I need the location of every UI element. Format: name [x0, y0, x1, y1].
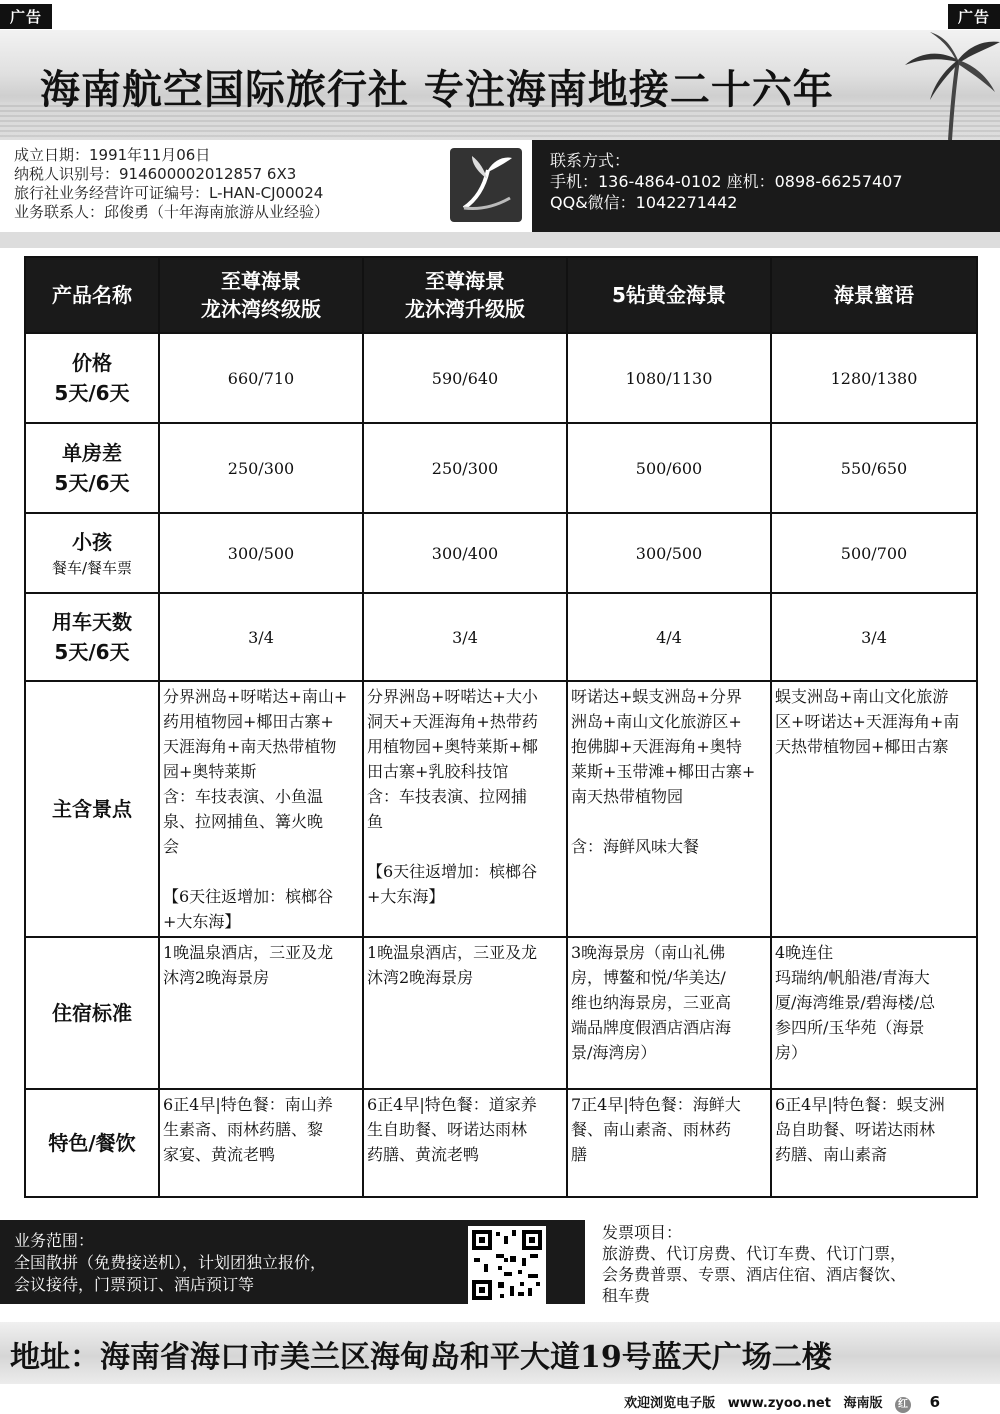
table-row-sights [25, 681, 977, 937]
header-product-2 [363, 257, 567, 333]
qq-wechat[interactable]: QQ&微信：1042271442 [550, 193, 738, 212]
company-info [14, 146, 444, 222]
sights-line: 【6天往返增加：槟榔谷 [163, 887, 334, 906]
meals-cell [363, 1089, 567, 1197]
sights-line: 含：海鲜风味大餐 [571, 837, 700, 856]
meals-line: 生自助餐、呀诺达雨林 [367, 1120, 528, 1139]
child-sublabel: 餐车/餐车票 [51, 559, 133, 577]
row-label-meals: 特色/餐饮 [25, 1089, 159, 1197]
address-text: 地址：海南省海口市美兰区海甸岛和平大道19号蓝天广场二楼 [10, 1340, 832, 1375]
sights-line: 用植物园+奥特莱斯+椰 [367, 737, 538, 756]
row-label-hotel: 住宿标准 [25, 937, 159, 1089]
sights-gap [163, 859, 359, 884]
sights-line: 含：车技表演、小鱼温 [163, 787, 324, 806]
header-product-1 [159, 257, 363, 333]
table-row-price [25, 333, 977, 423]
product-table [24, 256, 978, 1198]
price-sublabel: 5天/6天 [54, 381, 130, 405]
single-room-cell: 250/300 [363, 423, 567, 513]
ad-label-left: 广告 [0, 4, 52, 29]
leaf-logo-icon [450, 148, 522, 222]
hotel-line: 厦/海湾维景/碧海楼/总 [775, 993, 936, 1012]
row-label-single-room [25, 423, 159, 513]
sights-cell [363, 681, 567, 937]
palm-tree-icon [880, 30, 1000, 140]
sights-line: 区+呀诺达+天涯海角+南 [775, 712, 960, 731]
single-room-cell: 550/650 [771, 423, 977, 513]
meals-line: 餐、南山素斋、雨林药 [571, 1120, 732, 1139]
address-banner [0, 1322, 1000, 1384]
product-1-line1: 至尊海景 [221, 269, 301, 293]
hotel-line: 房） [775, 1043, 808, 1062]
page-number: 6 [929, 1393, 940, 1411]
contact-title: 联系方式： [550, 151, 631, 170]
sights-line: 会 [163, 837, 180, 856]
sights-line: 【6天往返增加：槟榔谷 [367, 862, 538, 881]
footer-welcome: 欢迎浏览电子版 [624, 1396, 716, 1411]
single-room-label: 单房差 [62, 441, 122, 465]
single-room-sublabel: 5天/6天 [54, 471, 130, 495]
invoice-items [602, 1222, 1000, 1306]
sights-line: 天热带植物园+椰田古寨 [775, 737, 949, 756]
meals-line: 药膳、南山素斋 [775, 1145, 888, 1164]
sights-line: 抱佛脚+天涯海角+奥特 [571, 737, 742, 756]
sights-line: 洞天+天涯海角+热带药 [367, 712, 538, 731]
sights-line: 天涯海角+南天热带植物 [163, 737, 337, 756]
header-banner [0, 30, 1000, 140]
sights-gap [571, 809, 767, 834]
hotel-line: 玛瑞纳/帆船港/青海大 [775, 968, 930, 987]
meals-line: 生素斋、雨林药膳、黎 [163, 1120, 324, 1139]
scope-line2: 会议接待，门票预订、酒店预订等 [14, 1275, 255, 1294]
sights-line: +大东海】 [367, 887, 445, 906]
meals-line: 膳 [571, 1145, 588, 1164]
sights-line: 园+奥特莱斯 [163, 762, 257, 781]
tax-id: 纳税人识别号：914600002012857 6X3 [14, 165, 297, 183]
hotel-line: 沐湾2晚海景房 [367, 968, 474, 987]
meals-cell [567, 1089, 771, 1197]
banner-title: 海南航空国际旅行社 专注海南地接二十六年 [40, 66, 834, 113]
divider-strip [0, 232, 1000, 248]
hotel-line: 1晚温泉酒店，三亚及龙 [163, 943, 334, 962]
table-row-child [25, 513, 977, 593]
scope-title: 业务范围： [14, 1231, 95, 1250]
child-cell: 500/700 [771, 513, 977, 593]
qr-code-icon [470, 1228, 544, 1302]
table-header-row [25, 257, 977, 333]
row-label-sights: 主含景点 [25, 681, 159, 937]
sights-cell [159, 681, 363, 937]
meals-line: 7正4早|特色餐：海鲜大 [571, 1095, 741, 1114]
invoice-line2: 会务费普票、专票、酒店住宿、酒店餐饮、 [602, 1265, 907, 1284]
price-cell: 1280/1380 [771, 333, 977, 423]
sights-line: 洲岛+南山文化旅游区+ [571, 712, 742, 731]
car-days-sublabel: 5天/6天 [54, 640, 130, 664]
header-product-3: 5钻黄金海景 [567, 257, 771, 333]
price-cell: 1080/1130 [567, 333, 771, 423]
car-days-label: 用车天数 [52, 610, 132, 634]
sights-line: 含：车技表演、拉网捕 [367, 787, 528, 806]
phone-numbers[interactable]: 手机：136-4864-0102 座机：0898-66257407 [550, 172, 903, 191]
qr-code[interactable] [468, 1226, 546, 1304]
sights-line: 南天热带植物园 [571, 787, 684, 806]
sights-line: 药用植物园+椰田古寨+ [163, 712, 334, 731]
table-row-car-days [25, 593, 977, 681]
price-label: 价格 [72, 351, 112, 375]
sights-line: 蜈支洲岛+南山文化旅游 [775, 687, 949, 706]
single-room-cell: 250/300 [159, 423, 363, 513]
header-product-4: 海景蜜语 [771, 257, 977, 333]
hotel-line: 3晚海景房（南山礼佛 [571, 943, 726, 962]
footer-url[interactable]: www.zyoo.net [727, 1396, 831, 1411]
table-row-meals [25, 1089, 977, 1197]
ad-label-right: 广告 [948, 4, 1000, 29]
product-2-line2: 龙沐湾升级版 [405, 297, 525, 321]
meals-line: 岛自助餐、呀诺达雨林 [775, 1120, 936, 1139]
contact-person: 业务联系人：邱俊勇（十年海南旅游从业经验） [14, 203, 330, 221]
sights-line: 呀诺达+蜈支洲岛+分界 [571, 687, 742, 706]
meals-cell [771, 1089, 977, 1197]
company-logo [450, 148, 522, 222]
meals-line: 药膳、黄流老鸭 [367, 1145, 480, 1164]
product-1-line2: 龙沐湾终级版 [201, 297, 321, 321]
footer-edition: 海南版 [843, 1396, 883, 1411]
price-cell: 660/710 [159, 333, 363, 423]
page-footer [616, 1392, 1000, 1414]
car-days-cell: 3/4 [771, 593, 977, 681]
row-label-price [25, 333, 159, 423]
hotel-line: 1晚温泉酒店，三亚及龙 [367, 943, 538, 962]
sights-cell [771, 681, 977, 937]
meals-line: 6正4早|特色餐：道家养 [367, 1095, 537, 1114]
child-cell: 300/500 [159, 513, 363, 593]
car-days-cell: 3/4 [363, 593, 567, 681]
sights-gap [367, 834, 563, 859]
sights-line: +大东海】 [163, 912, 241, 931]
row-label-child [25, 513, 159, 593]
hotel-line: 房，博鳌和悦/华美达/ [571, 968, 726, 987]
sights-line: 鱼 [367, 812, 384, 831]
license-number: 旅行社业务经营许可证编号：L-HAN-CJ00024 [14, 184, 324, 202]
meals-line: 6正4早|特色餐：蜈支洲 [775, 1095, 945, 1114]
sights-line: 分界洲岛+呀喏达+南山+ [163, 687, 348, 706]
meals-line: 家宴、黄流老鸭 [163, 1145, 276, 1164]
hotel-line: 维也纳海景房，三亚高 [571, 993, 732, 1012]
invoice-line3: 租车费 [602, 1286, 651, 1305]
single-room-cell: 500/600 [567, 423, 771, 513]
hotel-cell [771, 937, 977, 1089]
hotel-line: 景/海湾房） [571, 1043, 657, 1062]
price-cell: 590/640 [363, 333, 567, 423]
child-label: 小孩 [72, 530, 112, 554]
hotel-line: 参四所/玉华苑（海景 [775, 1018, 925, 1037]
car-days-cell: 3/4 [159, 593, 363, 681]
sights-line: 分界洲岛+呀喏达+大小 [367, 687, 538, 706]
sights-cell [567, 681, 771, 937]
founded-date: 成立日期：1991年11月06日 [14, 146, 211, 164]
table-row-hotel [25, 937, 977, 1089]
meals-line: 6正4早|特色餐：南山养 [163, 1095, 333, 1114]
sights-line: 泉、拉网捕鱼、篝火晚 [163, 812, 324, 831]
hotel-line: 4晚连住 [775, 943, 834, 962]
edition-badge-icon: 红 [895, 1397, 911, 1413]
hotel-line: 沐湾2晚海景房 [163, 968, 270, 987]
hotel-cell [567, 937, 771, 1089]
sights-line: 莱斯+玉带滩+椰田古寨+ [571, 762, 756, 781]
contact-box [532, 140, 1000, 232]
hotel-line: 端品牌度假酒店酒店海 [571, 1018, 732, 1037]
hotel-cell [159, 937, 363, 1089]
scope-line1: 全国散拼（免费接送机），计划团独立报价， [14, 1253, 327, 1272]
meals-cell [159, 1089, 363, 1197]
sights-line: 田古寨+乳胶科技馆 [367, 762, 509, 781]
child-cell: 300/400 [363, 513, 567, 593]
product-2-line1: 至尊海景 [425, 269, 505, 293]
header-product-name: 产品名称 [25, 257, 159, 333]
invoice-title: 发票项目： [602, 1223, 683, 1242]
hotel-cell [363, 937, 567, 1089]
child-cell: 300/500 [567, 513, 771, 593]
car-days-cell: 4/4 [567, 593, 771, 681]
table-row-single-room [25, 423, 977, 513]
invoice-line1: 旅游费、代订房费、代订车费、代订门票， [602, 1244, 907, 1263]
row-label-car-days [25, 593, 159, 681]
